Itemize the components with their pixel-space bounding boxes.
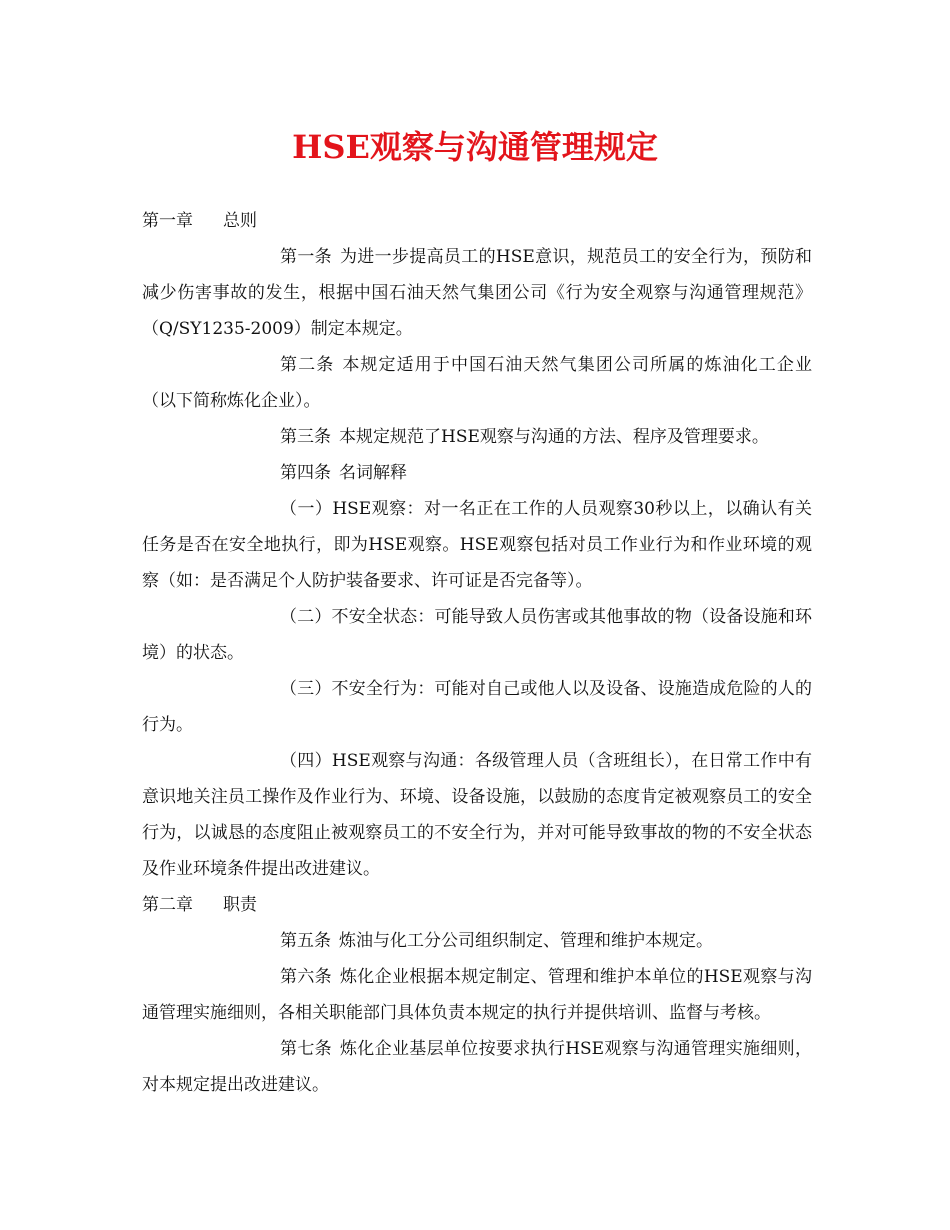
article-label: 第六条 [280, 967, 332, 987]
document-title: HSE观察与沟通管理规定 [292, 128, 658, 166]
chapter-label: 第二章 [142, 895, 193, 915]
article-6 [142, 959, 812, 1031]
article-2 [142, 347, 812, 419]
document-body [142, 203, 812, 1103]
article-text: 名词解释 [339, 463, 407, 483]
chapter-heading-2 [142, 887, 812, 923]
article-1 [142, 239, 812, 347]
definition-3: （三）不安全行为：可能对自己或他人以及设备、设施造成危险的人的行为。 [142, 679, 812, 735]
article-label: 第三条 [280, 427, 331, 447]
article-4 [142, 455, 812, 491]
chapter-heading-1 [142, 203, 812, 239]
article-text: 炼化企业根据本规定制定、管理和维护本单位的HSE观察与沟通管理实施细则，各相关职能部门具体负责本规定的执行并提供培训、监督与考核。 [142, 967, 812, 1023]
article-3 [142, 419, 812, 455]
article-text: 本规定适用于中国石油天然气集团公司所属的炼油化工企业（以下简称炼化企业）。 [142, 355, 813, 411]
article-label: 第七条 [280, 1039, 332, 1059]
chapter-label: 第一章 [142, 211, 193, 231]
article-label: 第二条 [280, 355, 335, 375]
article-text: 炼油与化工分公司组织制定、管理和维护本规定。 [339, 931, 713, 951]
chapter-name: 职责 [223, 895, 257, 915]
article-label: 第五条 [280, 931, 331, 951]
definition-4: （四）HSE观察与沟通：各级管理人员（含班组长），在日常工作中有意识地关注员工操作及作业行为、环境、设备设施，以鼓励的态度肯定被观察员工的安全行为，以诚恳的态度阻止被观察员工的不安全行为，并对可能导致事故的物的不安全状态及作业环境条件提出改进建议。 [142, 751, 812, 879]
chapter-name: 总则 [223, 211, 257, 231]
article-5 [142, 923, 812, 959]
definition-1: （一）HSE观察：对一名正在工作的人员观察30秒以上，以确认有关任务是否在安全地执行，即为HSE观察。HSE观察包括对员工作业行为和作业环境的观察（如：是否满足个人防护装备要求、许可证是否完备等）。 [142, 499, 812, 591]
article-label: 第一条 [280, 247, 332, 267]
definition-2: （二）不安全状态：可能导致人员伤害或其他事故的物（设备设施和环境）的状态。 [142, 607, 812, 663]
article-label: 第四条 [280, 463, 331, 483]
article-text: 本规定规范了HSE观察与沟通的方法、程序及管理要求。 [339, 427, 769, 447]
article-7 [142, 1031, 812, 1103]
article-text: 炼化企业基层单位按要求执行HSE观察与沟通管理实施细则，对本规定提出改进建议。 [142, 1039, 812, 1095]
article-text: 为进一步提高员工的HSE意识，规范员工的安全行为，预防和减少伤害事故的发生，根据中国石油天然气集团公司《行为安全观察与沟通管理规范》（Q/SY1235-2009）制定本规定。 [142, 247, 812, 339]
